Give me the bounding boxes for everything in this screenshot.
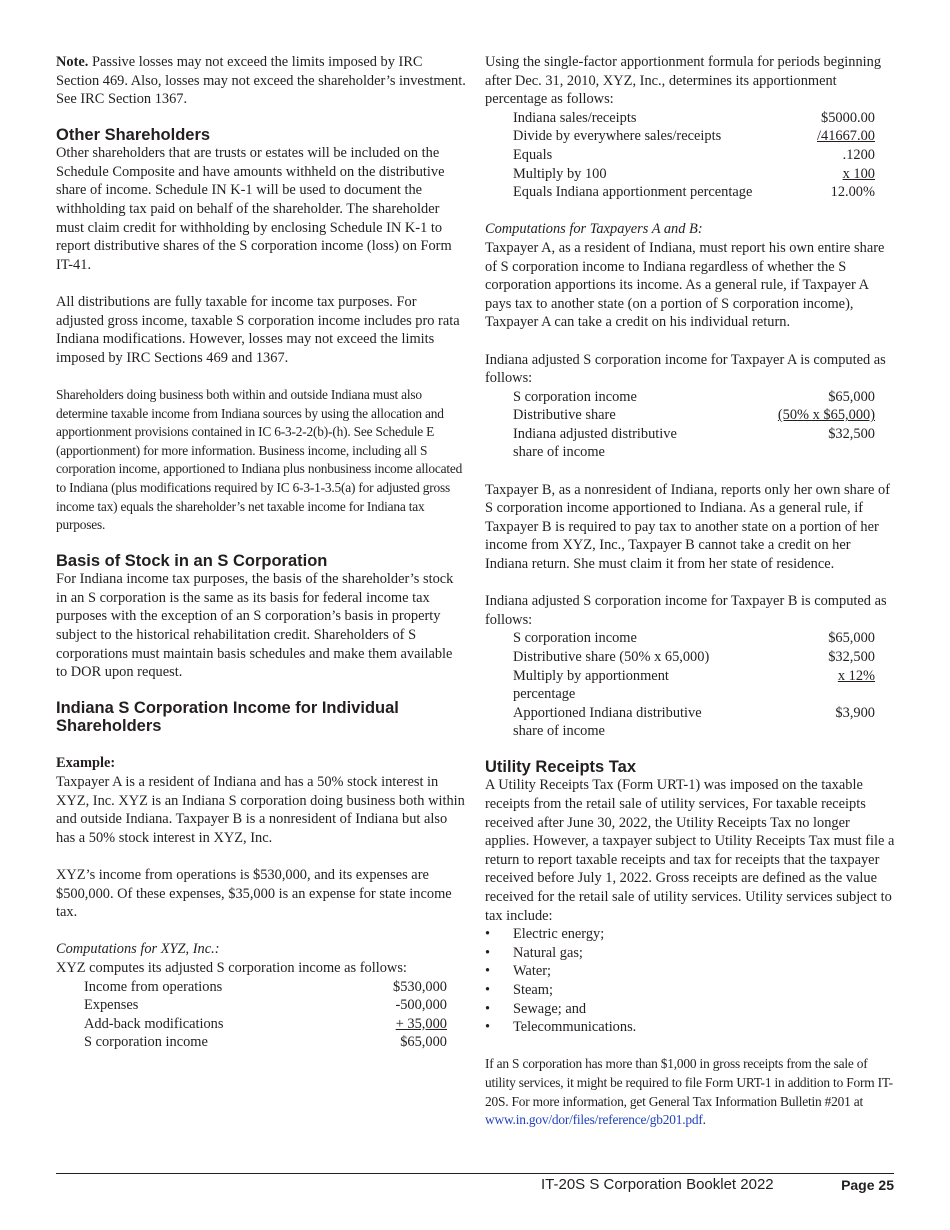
row-label: Equals [513,146,553,163]
example-label: Example: [56,755,116,772]
apportionment-intro: Using the single-factor apportionment formula for periods beginning after Dec. 31, 2010, XYZ, Inc., determines its apportionment percentage as follows: [485,54,882,108]
row-value: $32,500 [828,649,875,665]
list-item: • Steam; [485,981,895,1000]
taxpayer-a-paragraph: Taxpayer A, as a resident of Indiana, must report his own entire share of S corporation income to Indiana regardless of whether the S corporation apportions its income. As a general rule, if Taxpayer A pays tax to another state (on a portion of S corporation income), Taxpayer A can take a credit on his individual return. [485,239,885,331]
row-value: $530,000 [393,978,447,995]
utility-final-end: . [702,1112,706,1128]
taxpayer-a-intro: Indiana adjusted S corporation income for Taxpayer A is computed as follows: [485,351,886,387]
utility-receipts-tax-heading: Utility Receipts Tax [485,757,636,776]
taxpayer-a-table [485,388,875,462]
other-shareholders-heading: Other Shareholders [56,125,211,144]
row-value: /41667.00 [817,128,875,145]
table-row [485,704,875,741]
row-value: .1200 [842,146,875,163]
xyz-computations-label: Computations for XYZ, Inc.: [56,941,220,958]
list-item: • Sewage; and [485,1000,895,1019]
table-row [56,978,447,997]
row-label: Expenses [84,997,139,1014]
table-row [485,629,875,648]
row-label: Multiply by 100 [513,165,607,182]
row-label: Divide by everywhere sales/receipts [513,128,722,145]
table-row [485,146,875,165]
row-value: $5000.00 [821,109,875,126]
utility-services-list [485,925,895,1037]
other-shareholders-paragraph-1: Other shareholders that are trusts or estates will be included on the Schedule Composite and have amounts withheld on the distributive share of income. Schedule IN K-1 will be used to document the withholding tax paid on behalf of the shareholder. The shareholder must claim credit for withholding by enclosing Schedule IN K-1 to report distributive shares of the S corporation income (loss) on Form IT-41. [56,145,452,273]
xyz-computation-table [56,978,447,1052]
table-row [56,996,447,1015]
row-value: -500,000 [395,997,447,1014]
taxpayers-ab-label: Computations for Taxpayers A and B: [485,221,703,238]
note-paragraph [56,53,466,109]
row-value: x 100 [842,165,875,182]
list-item: • Water; [485,962,895,981]
row-label: S corporation income [513,630,637,647]
row-label: Income from operations [84,978,223,995]
table-row [56,1033,447,1052]
table-row [485,667,875,704]
other-shareholders-paragraph-3: Shareholders doing business both within and outside Indiana must also determine taxable income from Indiana sources by using the allocation and apportionment provisions contained in IC 6-3-2-2(b)-(h). See Schedule E (apportionment) for more information. Business income, including all S corporation income, apportioned to Indiana plus nonbusiness income allocated to Indiana (plus modifications required by IC 6-3-1-3.5(a) for adjusted gross income tax) equals the shareholder’s net taxable income for Indiana tax purposes. [56,387,463,533]
example-paragraph-2: XYZ’s income from operations is $530,000, and its expenses are $500,000. Of these expenses, $35,000 is an expense for state income tax. [56,866,452,921]
table-row [485,406,875,425]
apportionment-table [485,109,875,202]
taxpayer-b-paragraph: Taxpayer B, as a nonresident of Indiana, reports only her own share of S corporation income apportioned to Indiana. As a general rule, if Taxpayer B is required to pay tax to another state on a portion of her income from XYZ, Inc., Taxpayer B cannot take a credit on her Indiana return. She must claim it from her state of residence. [485,481,890,573]
list-item: • Natural gas; [485,944,895,963]
row-label: S corporation income [513,388,637,405]
basis-of-stock-paragraph: For Indiana income tax purposes, the basis of the shareholder’s stock in an S corporation is the same as its basis for federal income tax purposes with the exception of an S corporation’s basis in property subject to the historical rehabilitation credit. Shareholders of S corporations must maintain basis schedules and make them available to DOR upon request. [56,571,454,681]
row-label: Apportioned Indiana distributive share of income [513,704,702,740]
footer-divider [56,1173,894,1174]
list-item: • Telecommunications. [485,1018,895,1037]
basis-of-stock-heading: Basis of Stock in an S Corporation [56,551,328,570]
row-value: $32,500 [828,425,875,442]
right-column [485,53,895,1130]
note-text: Passive losses may not exceed the limits imposed by IRC Section 469. Also, losses may not exceed the shareholder’s investment. See IRC Section 1367. [56,54,466,108]
row-label: Distributive share (50% x 65,000) [513,649,710,665]
indiana-income-heading: Indiana S Corporation Income for Individual Shareholders [56,698,399,736]
other-shareholders-paragraph-2: All distributions are fully taxable for income tax purposes. For adjusted gross income, taxable S corporation income includes pro rata Indiana modifications. However, losses may not exceed the limits imposed by IRC Sections 469 and 1367. [56,294,460,366]
row-value: (50% x $65,000) [777,407,875,424]
table-row [485,109,875,128]
utility-receipts-tax-paragraph: A Utility Receipts Tax (Form URT-1) was imposed on the taxable receipts from the retail sale of utility services, For taxable receipts received after June 30, 2022, the Utility Receipts Tax no longer applies. However, a taxpayer subject to Utility Receipts Tax must file a return to report taxable receipts and tax for receipts that the taxpayer received before July 1, 2022. Gross receipts are defined as the value received for the retail sale of utility services. Utility services subject to tax include: [485,777,895,924]
table-row [485,165,875,184]
left-column [56,53,466,1052]
row-value: 12.00% [830,184,875,201]
row-value: $65,000 [828,630,875,647]
row-label: Distributive share [513,407,616,424]
taxpayer-b-table [485,629,875,741]
table-row [485,127,875,146]
row-value: x 12% [837,667,875,684]
note-label: Note. [56,54,89,70]
table-row [485,425,875,462]
row-value: $3,900 [835,704,875,721]
row-label: Indiana sales/receipts [513,109,637,126]
taxpayer-b-intro: Indiana adjusted S corporation income for Taxpayer B is computed as follows: [485,593,887,628]
row-label: Equals Indiana apportionment percentage [513,184,753,201]
row-label: S corporation income [84,1034,208,1051]
list-item: • Electric energy; [485,925,895,944]
row-value: + 35,000 [395,1015,447,1032]
table-row [485,183,875,202]
example-paragraph-1: Taxpayer A is a resident of Indiana and has a 50% stock interest in XYZ, Inc. XYZ is an Indiana S corporation doing business both within and outside Indiana. Taxpayer B is a nonresident of Indiana but also has a 50% stock interest in XYZ, Inc. [56,774,465,846]
row-value: $65,000 [400,1034,447,1051]
utility-final-text: If an S corporation has more than $1,000 in gross receipts from the sale of utility services, it might be required to file Form URT-1 in addition to Form IT-20S. For more information, get General Tax Information Bulletin #201 at [485,1056,893,1109]
footer-page-number: Page 25 [841,1177,894,1193]
footer-booklet-title: IT-20S S Corporation Booklet 2022 [541,1176,774,1193]
table-row [485,388,875,407]
table-row [56,1015,447,1034]
gb201-link[interactable]: www.in.gov/dor/files/reference/gb201.pdf [485,1112,703,1128]
row-label: Add-back modifications [84,1015,224,1032]
row-value: $65,000 [828,388,875,405]
row-label: Multiply by apportionment percentage [513,667,669,703]
row-label: Indiana adjusted distributive share of income [513,425,677,461]
utility-receipts-final-paragraph [485,1055,895,1129]
table-row [485,648,875,667]
xyz-computations-intro: XYZ computes its adjusted S corporation income as follows: [56,959,407,976]
